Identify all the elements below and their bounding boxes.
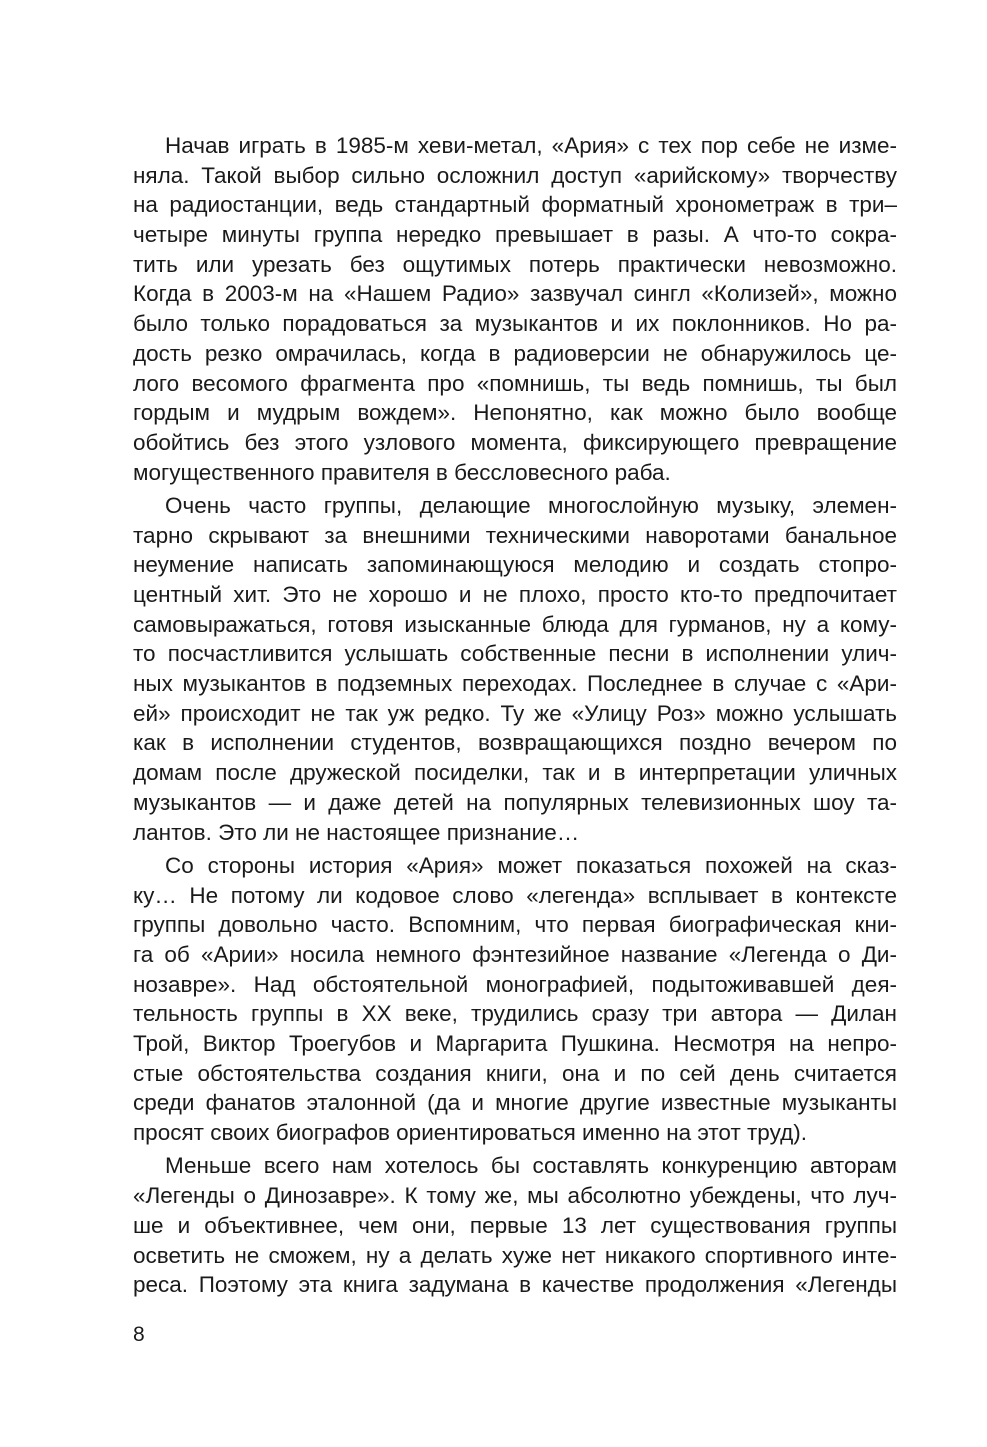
text-line: няла. Такой выбор сильно осложнил доступ «арийскому» творчеству	[133, 162, 897, 188]
text-line: гордым и мудрым вождем». Непонятно, как можно было вообще	[133, 400, 897, 426]
text-line: лого весомого фрагмента про «помнишь, ты ведь помнишь, ты был	[133, 370, 897, 396]
paragraph	[133, 1151, 897, 1299]
text-line: Трой, Виктор Троегубов и Маргарита Пушкина. Несмотря на непро-	[133, 1031, 897, 1056]
body-text	[133, 131, 897, 1300]
page-number: 8	[133, 1323, 145, 1346]
text-line: Очень часто группы, делающие многослойную музыку, элемен-	[165, 492, 897, 518]
text-line: ных музыкантов в подземных переходах. Последнее в случае с «Ари-	[133, 671, 897, 697]
text-line: тарно скрывают за внешними техническими наворотами банальное	[133, 522, 897, 548]
text-line: обойтись без этого узлового момента, фиксирующего превращение	[133, 429, 897, 455]
text-line: «Легенды о Динозавре». К тому же, мы абсолютно убеждены, что луч-	[133, 1183, 897, 1209]
text-line: было только порадоваться за музыкантов и их поклонников. Но ра-	[133, 311, 897, 337]
text-line: то посчастливится услышать собственные песни в исполнении улич-	[133, 641, 897, 667]
paragraph	[133, 491, 897, 847]
text-line: на радиостанции, ведь стандартный форматный хронометраж в три–	[133, 192, 897, 218]
text-line: как в исполнении студентов, возвращающихся поздно вечером по	[133, 730, 897, 756]
text-line: самовыражаться, готовя изысканные блюда для гурманов, ну а кому-	[133, 611, 897, 637]
text-line: ей» происходит не так уж редко. Ту же «Улицу Роз» можно услышать	[133, 700, 897, 726]
text-line: стые обстоятельства создания книги, она и по сей день считается	[133, 1060, 897, 1086]
text-line: музыкантов — и даже детей на популярных телевизионных шоу та-	[133, 789, 897, 815]
text-line: дость резко омрачилась, когда в радиоверсии не обнаружилось це-	[133, 340, 897, 366]
text-line: ку… Не потому ли кодовое слово «легенда» всплывает в контексте	[133, 882, 897, 908]
text-line: домам после дружеской посиделки, так и в интерпретации уличных	[133, 760, 897, 786]
text-line: центный хит. Это не хорошо и не плохо, просто кто-то предпочитает	[133, 582, 897, 607]
text-line: среди фанатов эталонной (да и многие другие известные музыканты	[133, 1090, 897, 1116]
text-line: просят своих биографов ориентироваться именно на этот труд).	[133, 1120, 807, 1146]
text-line: тить или урезать без ощутимых потерь практически невозможно.	[133, 251, 897, 277]
text-line: реса. Поэтому эта книга задумана в качестве продолжения «Легенды	[133, 1272, 897, 1298]
text-line: нозавре». Над обстоятельной монографией, подытоживавшей дея-	[133, 971, 897, 997]
text-line: ше и объективнее, чем они, первые 13 лет существования группы	[133, 1212, 897, 1238]
paragraph	[133, 851, 897, 1148]
text-line: Когда в 2003-м на «Нашем Радио» зазвучал сингл «Колизей», можно	[133, 281, 897, 307]
paragraph	[133, 131, 897, 487]
text-line: неумение написать запоминающуюся мелодию и создать стопро-	[133, 552, 897, 578]
text-line: Начав играть в 1985-м хеви-метал, «Ария» с тех пор себе не изме-	[165, 133, 897, 158]
text-line: четыре минуты группа нередко превышает в разы. А что-то сокра-	[133, 222, 897, 248]
text-line: лантов. Это ли не настоящее признание…	[133, 819, 580, 845]
text-line: могущественного правителя в бессловесного раба.	[133, 459, 671, 485]
text-line: группы довольно часто. Вспомним, что первая биографическая кни-	[133, 912, 897, 938]
text-line: Меньше всего нам хотелось бы составлять конкуренцию авторам	[165, 1153, 897, 1179]
text-line: осветить не сможем, ну а делать хуже нет никакого спортивного инте-	[133, 1242, 897, 1268]
text-line: га об «Арии» носила немного фэнтезийное название «Легенда о Ди-	[133, 941, 897, 967]
text-line: Со стороны история «Ария» может показаться похожей на сказ-	[165, 852, 897, 878]
text-line: тельность группы в XX веке, трудились сразу три автора — Дилан	[133, 1001, 897, 1027]
